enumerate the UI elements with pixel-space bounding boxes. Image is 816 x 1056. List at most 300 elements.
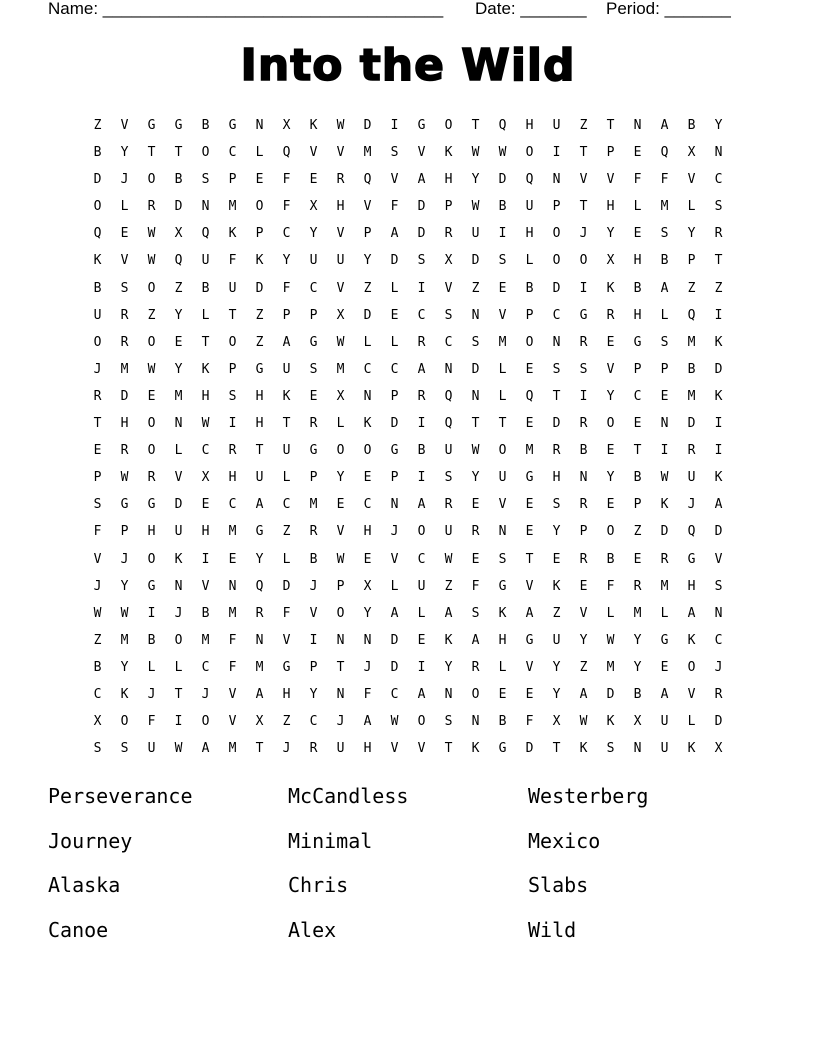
grid-letter[interactable]: P bbox=[255, 226, 264, 242]
grid-letter[interactable]: J bbox=[93, 361, 102, 377]
grid-letter[interactable]: O bbox=[417, 524, 426, 540]
grid-letter[interactable]: F bbox=[525, 714, 534, 730]
grid-letter[interactable]: W bbox=[390, 714, 399, 730]
grid-letter[interactable]: G bbox=[525, 632, 534, 648]
grid-letter[interactable]: I bbox=[498, 226, 507, 242]
grid-letter[interactable]: X bbox=[255, 714, 264, 730]
grid-letter[interactable]: D bbox=[363, 307, 372, 323]
grid-letter[interactable]: D bbox=[174, 199, 183, 215]
grid-letter[interactable]: M bbox=[120, 632, 129, 648]
grid-letter[interactable]: V bbox=[336, 280, 345, 296]
grid-letter[interactable]: V bbox=[309, 605, 318, 621]
grid-letter[interactable]: L bbox=[633, 199, 642, 215]
grid-letter[interactable]: B bbox=[633, 686, 642, 702]
grid-letter[interactable]: V bbox=[282, 632, 291, 648]
grid-letter[interactable]: H bbox=[228, 470, 237, 486]
grid-letter[interactable]: Y bbox=[606, 226, 615, 242]
grid-letter[interactable]: R bbox=[444, 226, 453, 242]
grid-letter[interactable]: R bbox=[471, 524, 480, 540]
grid-letter[interactable]: O bbox=[525, 334, 534, 350]
grid-letter[interactable]: R bbox=[579, 416, 588, 432]
grid-letter[interactable]: Z bbox=[579, 659, 588, 675]
grid-letter[interactable]: K bbox=[255, 253, 264, 269]
grid-letter[interactable]: N bbox=[471, 307, 480, 323]
grid-letter[interactable]: E bbox=[363, 470, 372, 486]
grid-letter[interactable]: N bbox=[363, 632, 372, 648]
grid-letter[interactable]: T bbox=[93, 416, 102, 432]
grid-letter[interactable]: R bbox=[147, 199, 156, 215]
grid-letter[interactable]: D bbox=[417, 226, 426, 242]
grid-letter[interactable]: H bbox=[525, 226, 534, 242]
grid-letter[interactable]: M bbox=[498, 334, 507, 350]
grid-letter[interactable]: U bbox=[336, 253, 345, 269]
grid-letter[interactable]: X bbox=[174, 226, 183, 242]
grid-letter[interactable]: V bbox=[201, 578, 210, 594]
grid-letter[interactable]: O bbox=[552, 253, 561, 269]
grid-letter[interactable]: Y bbox=[471, 470, 480, 486]
grid-letter[interactable]: R bbox=[660, 551, 669, 567]
grid-letter[interactable]: T bbox=[444, 741, 453, 757]
grid-letter[interactable]: P bbox=[390, 388, 399, 404]
grid-letter[interactable]: N bbox=[228, 578, 237, 594]
grid-letter[interactable]: D bbox=[471, 361, 480, 377]
grid-letter[interactable]: W bbox=[444, 551, 453, 567]
grid-letter[interactable]: M bbox=[309, 497, 318, 513]
grid-letter[interactable]: S bbox=[498, 253, 507, 269]
grid-letter[interactable]: H bbox=[633, 307, 642, 323]
grid-letter[interactable]: D bbox=[687, 416, 696, 432]
grid-letter[interactable]: O bbox=[525, 145, 534, 161]
grid-letter[interactable]: D bbox=[120, 388, 129, 404]
grid-letter[interactable]: U bbox=[336, 741, 345, 757]
grid-letter[interactable]: F bbox=[390, 199, 399, 215]
grid-letter[interactable]: L bbox=[147, 659, 156, 675]
grid-letter[interactable]: V bbox=[309, 145, 318, 161]
grid-letter[interactable]: W bbox=[147, 361, 156, 377]
grid-letter[interactable]: B bbox=[525, 280, 534, 296]
grid-letter[interactable]: I bbox=[390, 118, 399, 133]
grid-letter[interactable]: B bbox=[93, 280, 102, 296]
grid-letter[interactable]: O bbox=[147, 416, 156, 432]
grid-letter[interactable]: Q bbox=[525, 172, 534, 188]
grid-letter[interactable]: T bbox=[525, 551, 534, 567]
grid-letter[interactable]: V bbox=[525, 578, 534, 594]
grid-letter[interactable]: C bbox=[282, 497, 291, 513]
grid-letter[interactable]: M bbox=[660, 578, 669, 594]
grid-letter[interactable]: J bbox=[120, 551, 129, 567]
grid-letter[interactable]: I bbox=[714, 416, 723, 432]
grid-letter[interactable]: G bbox=[147, 578, 156, 594]
grid-letter[interactable]: Z bbox=[687, 280, 696, 296]
grid-letter[interactable]: E bbox=[201, 497, 210, 513]
grid-letter[interactable]: N bbox=[498, 524, 507, 540]
grid-letter[interactable]: F bbox=[282, 605, 291, 621]
grid-letter[interactable]: E bbox=[606, 334, 615, 350]
grid-letter[interactable]: R bbox=[552, 443, 561, 459]
grid-letter[interactable]: S bbox=[714, 199, 723, 215]
grid-letter[interactable]: E bbox=[336, 497, 345, 513]
grid-letter[interactable]: K bbox=[444, 632, 453, 648]
grid-letter[interactable]: O bbox=[579, 253, 588, 269]
grid-letter[interactable]: U bbox=[255, 470, 264, 486]
grid-letter[interactable]: G bbox=[255, 524, 264, 540]
grid-letter[interactable]: S bbox=[93, 497, 102, 513]
grid-letter[interactable]: X bbox=[714, 741, 723, 757]
grid-letter[interactable]: U bbox=[417, 578, 426, 594]
grid-letter[interactable]: W bbox=[147, 226, 156, 242]
grid-letter[interactable]: A bbox=[660, 280, 669, 296]
grid-letter[interactable]: I bbox=[714, 443, 723, 459]
grid-letter[interactable]: V bbox=[417, 741, 426, 757]
grid-letter[interactable]: O bbox=[120, 714, 129, 730]
grid-letter[interactable]: A bbox=[201, 741, 210, 757]
grid-letter[interactable]: B bbox=[606, 551, 615, 567]
grid-letter[interactable]: R bbox=[93, 388, 102, 404]
grid-letter[interactable]: M bbox=[255, 659, 264, 675]
grid-letter[interactable]: W bbox=[120, 605, 129, 621]
grid-letter[interactable]: C bbox=[363, 361, 372, 377]
grid-letter[interactable]: Y bbox=[633, 632, 642, 648]
grid-letter[interactable]: C bbox=[390, 361, 399, 377]
grid-letter[interactable]: H bbox=[363, 524, 372, 540]
grid-letter[interactable]: Z bbox=[93, 632, 102, 648]
grid-letter[interactable]: N bbox=[255, 632, 264, 648]
grid-letter[interactable]: R bbox=[714, 686, 723, 702]
grid-letter[interactable]: A bbox=[579, 686, 588, 702]
grid-letter[interactable]: D bbox=[714, 361, 723, 377]
grid-letter[interactable]: R bbox=[228, 443, 237, 459]
grid-letter[interactable]: B bbox=[498, 199, 507, 215]
grid-letter[interactable]: N bbox=[444, 361, 453, 377]
grid-letter[interactable]: H bbox=[525, 118, 534, 133]
grid-letter[interactable]: D bbox=[255, 280, 264, 296]
grid-letter[interactable]: Y bbox=[255, 551, 264, 567]
grid-letter[interactable]: R bbox=[120, 443, 129, 459]
grid-letter[interactable]: P bbox=[579, 524, 588, 540]
grid-letter[interactable]: Z bbox=[633, 524, 642, 540]
grid-letter[interactable]: V bbox=[228, 714, 237, 730]
grid-letter[interactable]: W bbox=[471, 443, 480, 459]
grid-letter[interactable]: F bbox=[660, 172, 669, 188]
grid-letter[interactable]: E bbox=[471, 551, 480, 567]
grid-letter[interactable]: V bbox=[174, 470, 183, 486]
grid-letter[interactable]: E bbox=[390, 307, 399, 323]
grid-letter[interactable]: K bbox=[579, 741, 588, 757]
grid-letter[interactable]: D bbox=[390, 416, 399, 432]
grid-letter[interactable]: D bbox=[606, 686, 615, 702]
grid-letter[interactable]: M bbox=[687, 334, 696, 350]
grid-letter[interactable]: T bbox=[174, 145, 183, 161]
grid-letter[interactable]: I bbox=[417, 416, 426, 432]
grid-letter[interactable]: G bbox=[228, 118, 237, 133]
grid-letter[interactable]: C bbox=[309, 280, 318, 296]
grid-letter[interactable]: V bbox=[336, 226, 345, 242]
grid-letter[interactable]: S bbox=[471, 334, 480, 350]
grid-letter[interactable]: L bbox=[660, 605, 669, 621]
grid-letter[interactable]: L bbox=[390, 334, 399, 350]
grid-letter[interactable]: O bbox=[201, 714, 210, 730]
grid-letter[interactable]: A bbox=[444, 605, 453, 621]
grid-letter[interactable]: G bbox=[147, 118, 156, 133]
grid-letter[interactable]: V bbox=[714, 551, 723, 567]
grid-letter[interactable]: T bbox=[228, 307, 237, 323]
grid-letter[interactable]: R bbox=[417, 388, 426, 404]
grid-letter[interactable]: P bbox=[309, 307, 318, 323]
grid-letter[interactable]: L bbox=[120, 199, 129, 215]
grid-letter[interactable]: L bbox=[498, 659, 507, 675]
grid-letter[interactable]: E bbox=[633, 226, 642, 242]
grid-letter[interactable]: P bbox=[552, 199, 561, 215]
grid-letter[interactable]: M bbox=[201, 632, 210, 648]
grid-letter[interactable]: Y bbox=[633, 659, 642, 675]
grid-letter[interactable]: X bbox=[633, 714, 642, 730]
grid-letter[interactable]: D bbox=[525, 741, 534, 757]
grid-letter[interactable]: Y bbox=[363, 605, 372, 621]
grid-letter[interactable]: B bbox=[147, 632, 156, 648]
grid-letter[interactable]: G bbox=[525, 470, 534, 486]
grid-letter[interactable]: X bbox=[687, 145, 696, 161]
grid-letter[interactable]: D bbox=[390, 659, 399, 675]
grid-letter[interactable]: G bbox=[120, 497, 129, 513]
grid-letter[interactable]: K bbox=[606, 714, 615, 730]
grid-letter[interactable]: E bbox=[525, 497, 534, 513]
grid-letter[interactable]: Q bbox=[363, 172, 372, 188]
grid-letter[interactable]: A bbox=[417, 172, 426, 188]
grid-letter[interactable]: R bbox=[336, 172, 345, 188]
grid-letter[interactable]: G bbox=[147, 497, 156, 513]
grid-letter[interactable]: Y bbox=[687, 226, 696, 242]
grid-letter[interactable]: S bbox=[552, 361, 561, 377]
grid-letter[interactable]: Z bbox=[147, 307, 156, 323]
grid-letter[interactable]: Y bbox=[309, 226, 318, 242]
grid-letter[interactable]: P bbox=[228, 172, 237, 188]
grid-letter[interactable]: X bbox=[336, 388, 345, 404]
grid-letter[interactable]: B bbox=[201, 605, 210, 621]
grid-letter[interactable]: S bbox=[714, 578, 723, 594]
grid-letter[interactable]: F bbox=[471, 578, 480, 594]
grid-letter[interactable]: W bbox=[201, 416, 210, 432]
grid-letter[interactable]: G bbox=[579, 307, 588, 323]
grid-letter[interactable]: I bbox=[660, 443, 669, 459]
grid-letter[interactable]: N bbox=[471, 714, 480, 730]
grid-letter[interactable]: L bbox=[687, 199, 696, 215]
grid-letter[interactable]: H bbox=[363, 741, 372, 757]
grid-letter[interactable]: A bbox=[660, 118, 669, 133]
grid-letter[interactable]: H bbox=[255, 416, 264, 432]
grid-letter[interactable]: M bbox=[174, 388, 183, 404]
grid-letter[interactable]: D bbox=[363, 118, 372, 133]
grid-letter[interactable]: H bbox=[255, 388, 264, 404]
grid-letter[interactable]: V bbox=[390, 741, 399, 757]
grid-letter[interactable]: M bbox=[336, 361, 345, 377]
grid-letter[interactable]: J bbox=[147, 686, 156, 702]
grid-letter[interactable]: U bbox=[660, 741, 669, 757]
grid-letter[interactable]: S bbox=[201, 172, 210, 188]
grid-letter[interactable]: B bbox=[93, 659, 102, 675]
grid-letter[interactable]: M bbox=[228, 605, 237, 621]
grid-letter[interactable]: H bbox=[552, 470, 561, 486]
grid-letter[interactable]: Q bbox=[282, 145, 291, 161]
grid-letter[interactable]: J bbox=[120, 172, 129, 188]
grid-letter[interactable]: O bbox=[687, 659, 696, 675]
grid-letter[interactable]: E bbox=[498, 280, 507, 296]
grid-letter[interactable]: O bbox=[147, 280, 156, 296]
grid-letter[interactable]: E bbox=[525, 361, 534, 377]
grid-letter[interactable]: Z bbox=[444, 578, 453, 594]
grid-letter[interactable]: E bbox=[471, 497, 480, 513]
grid-letter[interactable]: K bbox=[687, 632, 696, 648]
grid-letter[interactable]: Q bbox=[255, 578, 264, 594]
grid-letter[interactable]: F bbox=[228, 632, 237, 648]
grid-letter[interactable]: S bbox=[579, 361, 588, 377]
grid-letter[interactable]: S bbox=[309, 361, 318, 377]
grid-letter[interactable]: Z bbox=[363, 280, 372, 296]
grid-letter[interactable]: L bbox=[390, 280, 399, 296]
grid-letter[interactable]: X bbox=[201, 470, 210, 486]
grid-letter[interactable]: T bbox=[552, 388, 561, 404]
grid-letter[interactable]: A bbox=[714, 497, 723, 513]
grid-letter[interactable]: I bbox=[579, 280, 588, 296]
grid-letter[interactable]: J bbox=[309, 578, 318, 594]
grid-letter[interactable]: G bbox=[282, 659, 291, 675]
grid-letter[interactable]: E bbox=[660, 388, 669, 404]
grid-letter[interactable]: H bbox=[606, 199, 615, 215]
grid-letter[interactable]: F bbox=[282, 172, 291, 188]
grid-letter[interactable]: H bbox=[633, 253, 642, 269]
grid-letter[interactable]: N bbox=[201, 199, 210, 215]
grid-letter[interactable]: S bbox=[120, 280, 129, 296]
grid-letter[interactable]: R bbox=[120, 334, 129, 350]
grid-letter[interactable]: O bbox=[255, 199, 264, 215]
grid-letter[interactable]: W bbox=[498, 145, 507, 161]
grid-letter[interactable]: W bbox=[660, 470, 669, 486]
grid-letter[interactable]: Z bbox=[579, 118, 588, 133]
grid-letter[interactable]: F bbox=[228, 253, 237, 269]
grid-letter[interactable]: P bbox=[390, 470, 399, 486]
grid-letter[interactable]: L bbox=[498, 361, 507, 377]
grid-letter[interactable]: M bbox=[228, 741, 237, 757]
grid-letter[interactable]: L bbox=[606, 605, 615, 621]
grid-letter[interactable]: R bbox=[606, 307, 615, 323]
grid-letter[interactable]: K bbox=[363, 416, 372, 432]
grid-letter[interactable]: P bbox=[687, 253, 696, 269]
grid-letter[interactable]: A bbox=[660, 686, 669, 702]
grid-letter[interactable]: R bbox=[444, 497, 453, 513]
grid-letter[interactable]: Q bbox=[525, 388, 534, 404]
grid-letter[interactable]: Y bbox=[309, 686, 318, 702]
grid-letter[interactable]: Q bbox=[687, 524, 696, 540]
grid-letter[interactable]: X bbox=[363, 578, 372, 594]
grid-letter[interactable]: K bbox=[714, 388, 723, 404]
grid-letter[interactable]: G bbox=[309, 334, 318, 350]
grid-letter[interactable]: O bbox=[471, 686, 480, 702]
grid-letter[interactable]: S bbox=[498, 551, 507, 567]
grid-letter[interactable]: V bbox=[228, 686, 237, 702]
grid-letter[interactable]: F bbox=[282, 199, 291, 215]
grid-letter[interactable]: P bbox=[525, 307, 534, 323]
grid-letter[interactable]: J bbox=[714, 659, 723, 675]
grid-letter[interactable]: J bbox=[390, 524, 399, 540]
grid-letter[interactable]: L bbox=[687, 714, 696, 730]
grid-letter[interactable]: I bbox=[228, 416, 237, 432]
grid-letter[interactable]: G bbox=[390, 443, 399, 459]
grid-letter[interactable]: U bbox=[444, 443, 453, 459]
grid-letter[interactable]: K bbox=[93, 253, 102, 269]
grid-letter[interactable]: L bbox=[525, 253, 534, 269]
grid-letter[interactable]: V bbox=[498, 307, 507, 323]
grid-letter[interactable]: N bbox=[660, 416, 669, 432]
grid-letter[interactable]: B bbox=[633, 470, 642, 486]
grid-letter[interactable]: J bbox=[336, 714, 345, 730]
grid-letter[interactable]: T bbox=[498, 416, 507, 432]
grid-letter[interactable]: D bbox=[552, 280, 561, 296]
grid-letter[interactable]: W bbox=[120, 470, 129, 486]
grid-letter[interactable]: Y bbox=[282, 253, 291, 269]
grid-letter[interactable]: O bbox=[606, 416, 615, 432]
grid-letter[interactable]: T bbox=[606, 118, 615, 133]
grid-letter[interactable]: L bbox=[498, 388, 507, 404]
grid-letter[interactable]: E bbox=[633, 416, 642, 432]
grid-letter[interactable]: C bbox=[363, 497, 372, 513]
grid-letter[interactable]: T bbox=[336, 659, 345, 675]
grid-letter[interactable]: W bbox=[606, 632, 615, 648]
grid-letter[interactable]: U bbox=[282, 361, 291, 377]
grid-letter[interactable]: H bbox=[444, 172, 453, 188]
grid-letter[interactable]: T bbox=[174, 686, 183, 702]
grid-letter[interactable]: M bbox=[363, 145, 372, 161]
grid-letter[interactable]: E bbox=[606, 443, 615, 459]
grid-letter[interactable]: Y bbox=[120, 659, 129, 675]
grid-letter[interactable]: E bbox=[525, 416, 534, 432]
grid-letter[interactable]: E bbox=[309, 388, 318, 404]
grid-letter[interactable]: S bbox=[417, 253, 426, 269]
grid-letter[interactable]: Q bbox=[498, 118, 507, 133]
grid-letter[interactable]: L bbox=[201, 307, 210, 323]
grid-letter[interactable]: M bbox=[660, 199, 669, 215]
grid-letter[interactable]: A bbox=[255, 497, 264, 513]
grid-letter[interactable]: R bbox=[579, 551, 588, 567]
grid-letter[interactable]: G bbox=[255, 361, 264, 377]
grid-letter[interactable]: B bbox=[93, 145, 102, 161]
grid-letter[interactable]: V bbox=[120, 253, 129, 269]
grid-letter[interactable]: O bbox=[336, 443, 345, 459]
grid-letter[interactable]: O bbox=[147, 334, 156, 350]
grid-letter[interactable]: J bbox=[363, 659, 372, 675]
grid-letter[interactable]: G bbox=[309, 443, 318, 459]
grid-letter[interactable]: L bbox=[174, 659, 183, 675]
grid-letter[interactable]: R bbox=[309, 741, 318, 757]
grid-letter[interactable]: A bbox=[363, 714, 372, 730]
grid-letter[interactable]: E bbox=[363, 551, 372, 567]
grid-letter[interactable]: Y bbox=[714, 118, 723, 133]
grid-letter[interactable]: F bbox=[282, 280, 291, 296]
grid-letter[interactable]: Y bbox=[336, 470, 345, 486]
grid-letter[interactable]: M bbox=[606, 659, 615, 675]
grid-letter[interactable]: E bbox=[255, 172, 264, 188]
grid-letter[interactable]: L bbox=[390, 578, 399, 594]
grid-letter[interactable]: R bbox=[714, 226, 723, 242]
grid-letter[interactable]: S bbox=[444, 470, 453, 486]
grid-letter[interactable]: Q bbox=[201, 226, 210, 242]
grid-letter[interactable]: K bbox=[552, 578, 561, 594]
grid-letter[interactable]: S bbox=[120, 741, 129, 757]
grid-letter[interactable]: L bbox=[417, 605, 426, 621]
grid-letter[interactable]: G bbox=[633, 334, 642, 350]
grid-letter[interactable]: D bbox=[282, 578, 291, 594]
grid-letter[interactable]: Z bbox=[552, 605, 561, 621]
grid-letter[interactable]: E bbox=[579, 578, 588, 594]
grid-letter[interactable]: F bbox=[228, 659, 237, 675]
